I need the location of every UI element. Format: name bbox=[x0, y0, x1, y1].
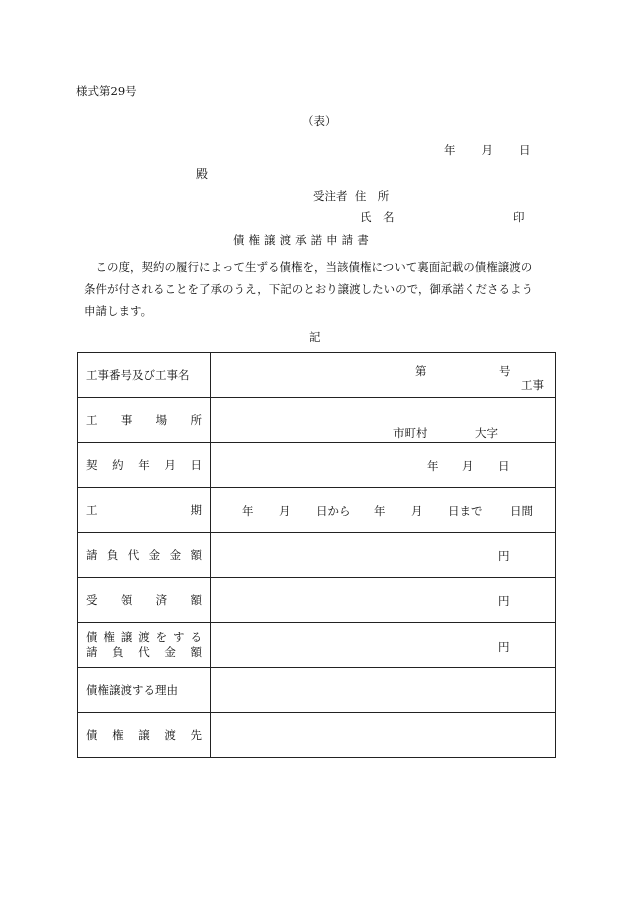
contractor-label: 受注者 bbox=[313, 189, 348, 203]
label-char: 負 bbox=[106, 548, 119, 562]
label-char: 負 bbox=[112, 645, 124, 659]
label-char: 月 bbox=[164, 458, 176, 472]
label-char: 金 bbox=[164, 645, 176, 659]
label-char: 場 bbox=[155, 413, 168, 427]
label-contract-amount bbox=[78, 533, 211, 578]
contract-year: 年 bbox=[427, 459, 439, 473]
date-line bbox=[444, 145, 531, 157]
label-char: 権 bbox=[103, 630, 115, 644]
period-end-day: 日まで bbox=[448, 504, 483, 518]
value-transfer-amount[interactable] bbox=[211, 623, 556, 668]
label-period bbox=[78, 488, 211, 533]
value-period[interactable] bbox=[211, 488, 556, 533]
body-line-2: 条件が付されることを了承のうえ，下記のとおり譲渡したいので，御承諾くださるよう bbox=[84, 282, 533, 296]
label-received-amount bbox=[78, 578, 211, 623]
value-construction-name[interactable] bbox=[211, 353, 556, 398]
label-char: 請 bbox=[86, 645, 98, 659]
label-char: 代 bbox=[127, 548, 140, 562]
label-char: 渡 bbox=[138, 630, 150, 644]
yen-unit: 円 bbox=[498, 640, 510, 654]
label-char: 工 bbox=[86, 413, 98, 427]
oaza-text: 大字 bbox=[475, 426, 498, 440]
label-char: 渡 bbox=[164, 728, 176, 742]
label-char: 契 bbox=[86, 458, 98, 472]
document-title: 債権譲渡承諾申請書 bbox=[233, 233, 373, 247]
value-received-amount[interactable] bbox=[211, 578, 556, 623]
label-transfer-reason: 債権譲渡する理由 bbox=[78, 668, 211, 713]
label-char: 額 bbox=[190, 593, 202, 607]
value-site[interactable] bbox=[211, 398, 556, 443]
row-transferee bbox=[78, 713, 556, 758]
label-char: 所 bbox=[190, 413, 202, 427]
label-char: を bbox=[155, 630, 168, 644]
kouji-text: 工事 bbox=[521, 378, 544, 392]
body-line-3: 申請します。 bbox=[84, 304, 153, 318]
label-char: 工 bbox=[86, 503, 98, 517]
label-char: 譲 bbox=[138, 728, 150, 742]
label-char: 債 bbox=[86, 630, 98, 644]
city-text: 市町村 bbox=[393, 426, 428, 440]
yen-unit: 円 bbox=[498, 594, 510, 608]
application-table bbox=[77, 352, 556, 758]
row-received-amount bbox=[78, 578, 556, 623]
label-char: 年 bbox=[138, 458, 150, 472]
label-char: 事 bbox=[120, 413, 133, 427]
contract-month: 月 bbox=[462, 459, 474, 473]
date-year: 年 bbox=[444, 143, 456, 157]
label-char: る bbox=[190, 630, 202, 644]
row-site bbox=[78, 398, 556, 443]
period-start-day: 日から bbox=[316, 504, 351, 518]
period-end-year: 年 bbox=[374, 504, 386, 518]
value-contract-date[interactable] bbox=[211, 443, 556, 488]
label-char: 代 bbox=[138, 645, 150, 659]
label-contract-date bbox=[78, 443, 211, 488]
contract-day: 日 bbox=[498, 459, 510, 473]
period-start-month: 月 bbox=[279, 504, 291, 518]
row-transfer-reason bbox=[78, 668, 556, 713]
label-transfer-amount bbox=[78, 623, 211, 668]
label-char: 領 bbox=[120, 593, 133, 607]
row-construction-name bbox=[78, 353, 556, 398]
dai-text: 第 bbox=[415, 364, 427, 378]
label-char: 請 bbox=[86, 548, 98, 562]
label-char: 額 bbox=[190, 645, 202, 659]
application-body bbox=[84, 256, 559, 322]
label-site bbox=[78, 398, 211, 443]
period-end-month: 月 bbox=[411, 504, 423, 518]
go-text: 号 bbox=[499, 364, 511, 378]
contractor-address-line bbox=[313, 191, 389, 203]
addressee-honorific: 殿 bbox=[196, 167, 209, 181]
name-label: 氏 名 bbox=[360, 210, 395, 224]
row-contract-amount bbox=[78, 533, 556, 578]
row-transfer-amount bbox=[78, 623, 556, 668]
label-char: 日 bbox=[190, 458, 202, 472]
date-month: 月 bbox=[481, 143, 493, 157]
label-char: 額 bbox=[190, 548, 202, 562]
label-construction-name: 工事番号及び工事名 bbox=[78, 353, 211, 398]
label-char: 期 bbox=[190, 503, 202, 517]
period-start-year: 年 bbox=[242, 504, 254, 518]
label-char: 先 bbox=[190, 728, 202, 742]
label-char: 金 bbox=[148, 548, 161, 562]
label-char: 約 bbox=[112, 458, 124, 472]
value-transferee[interactable] bbox=[211, 713, 556, 758]
label-char: す bbox=[173, 630, 185, 644]
date-day: 日 bbox=[519, 143, 531, 157]
label-char: 譲 bbox=[120, 630, 133, 644]
row-period bbox=[78, 488, 556, 533]
value-transfer-reason[interactable] bbox=[211, 668, 556, 713]
label-char: 債 bbox=[86, 728, 98, 742]
label-char: 受 bbox=[86, 593, 98, 607]
label-char: 済 bbox=[155, 593, 168, 607]
form-number: 様式第29号 bbox=[76, 84, 137, 98]
front-side-label: （表） bbox=[302, 114, 337, 128]
body-line-1: この度，契約の履行によって生ずる債権を，当該債権について裏面記載の債権譲渡の bbox=[95, 260, 533, 274]
label-transferee bbox=[78, 713, 211, 758]
row-contract-date bbox=[78, 443, 556, 488]
ki-heading: 記 bbox=[309, 330, 321, 344]
seal-mark: 印 bbox=[513, 210, 525, 224]
address-label: 住 所 bbox=[354, 189, 390, 203]
label-char: 権 bbox=[112, 728, 124, 742]
label-char: 金 bbox=[169, 548, 182, 562]
yen-unit: 円 bbox=[498, 549, 510, 563]
value-contract-amount[interactable] bbox=[211, 533, 556, 578]
period-days: 日間 bbox=[510, 504, 533, 518]
